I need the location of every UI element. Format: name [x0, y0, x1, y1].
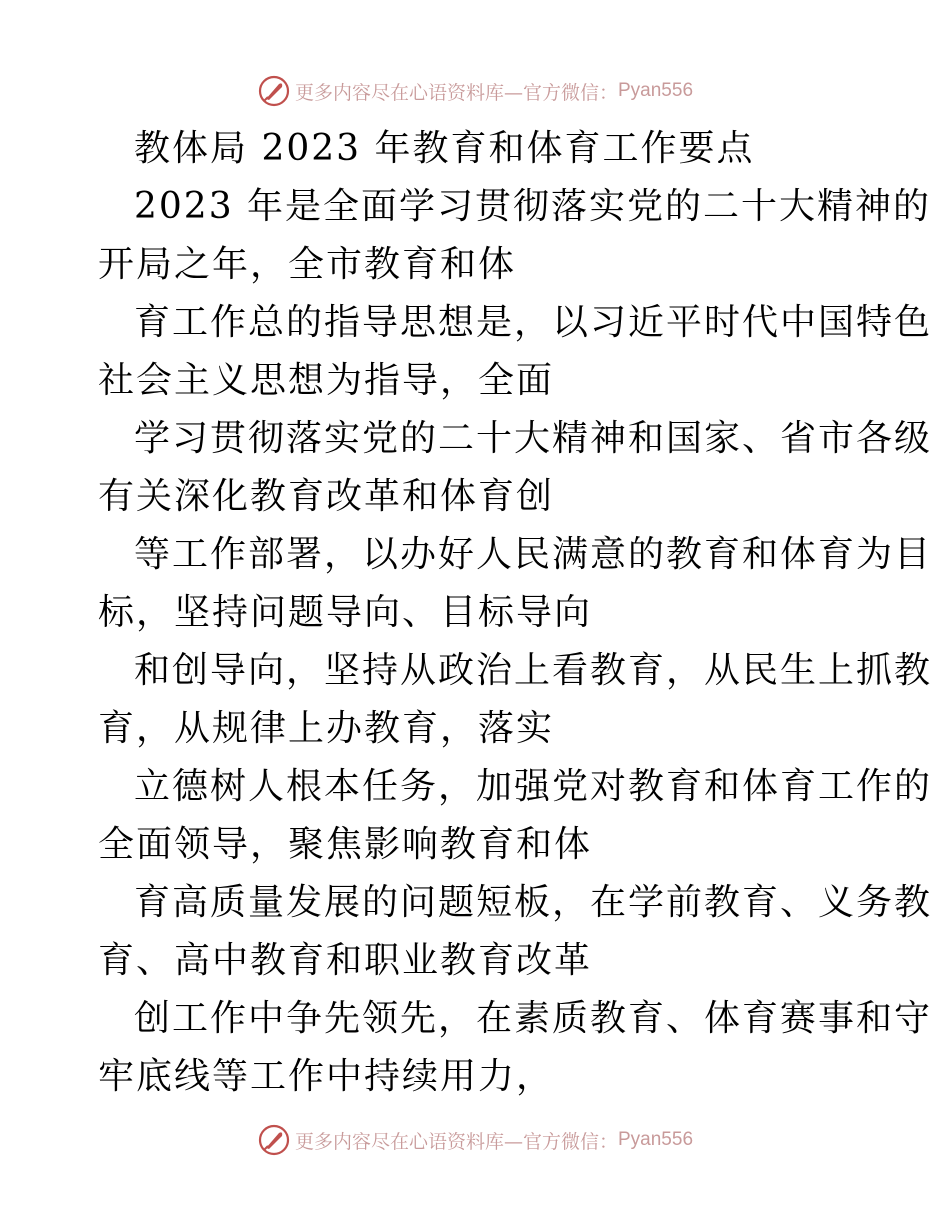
text-line: 全面领导，聚焦影响教育和体 — [98, 824, 593, 865]
document-body — [98, 120, 933, 1106]
text-line: 学习贯彻落实党的二十大精神和国家、省市各级 — [134, 418, 933, 459]
text-line: 等工作部署，以办好人民满意的教育和体育为目 — [134, 534, 933, 575]
watermark-footer — [0, 1120, 950, 1160]
text-line: 牢底线等工作中持续用力， — [98, 1056, 555, 1097]
watermark-wechat-id: Pyan556 — [618, 80, 694, 101]
text-line: 育、高中教育和职业教育改革 — [98, 940, 593, 981]
text-line: 标，坚持问题导向、目标导向 — [98, 592, 593, 633]
text-line: 育，从规律上办教育，落实 — [98, 708, 555, 749]
feather-pen-logo-icon — [257, 1123, 291, 1157]
watermark-header — [0, 71, 950, 111]
text-line: 2023 年是全面学习贯彻落实党的二十大精神的 — [134, 186, 932, 227]
text-line: 社会主义思想为指导，全面 — [98, 360, 555, 401]
watermark-text: 更多内容尽在心语资料库—官方微信： — [294, 81, 618, 104]
text-line: 开局之年，全市教育和体 — [98, 244, 517, 285]
text-line: 有关深化教育改革和体育创 — [98, 476, 555, 517]
feather-pen-logo-icon — [257, 74, 291, 108]
watermark-wechat-id: Pyan556 — [618, 1129, 694, 1150]
text-line: 和创导向，坚持从政治上看教育，从民生上抓教 — [134, 650, 933, 691]
document-title: 教体局 2023 年教育和体育工作要点 — [134, 128, 755, 169]
text-line: 育高质量发展的问题短板，在学前教育、义务教 — [134, 882, 933, 923]
watermark-text: 更多内容尽在心语资料库—官方微信： — [294, 1130, 618, 1153]
text-line: 创工作中争先领先，在素质教育、体育赛事和守 — [134, 998, 933, 1039]
text-line: 育工作总的指导思想是，以习近平时代中国特色 — [134, 302, 933, 343]
text-line: 立德树人根本任务，加强党对教育和体育工作的 — [134, 766, 933, 807]
